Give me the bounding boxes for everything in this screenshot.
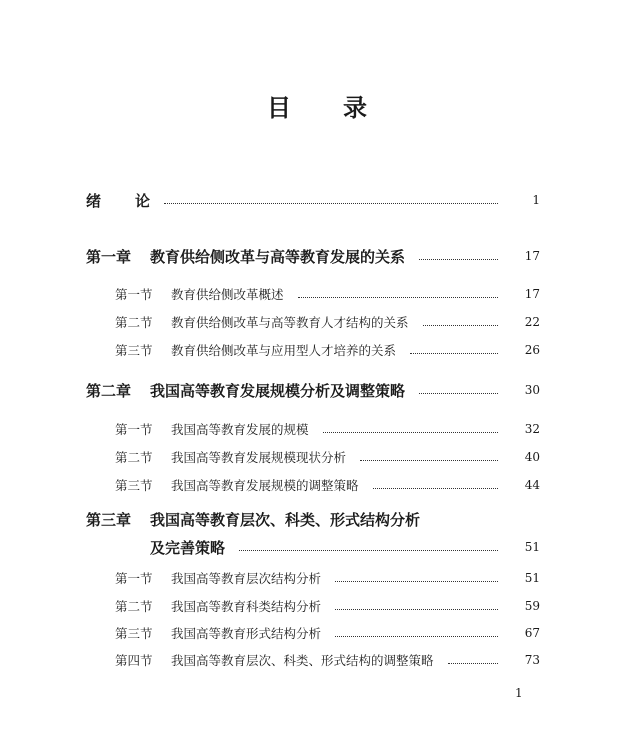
dot-leader xyxy=(335,635,498,637)
dot-leader xyxy=(323,431,498,433)
toc-entry-section[interactable] xyxy=(0,567,634,589)
dot-leader xyxy=(335,580,498,582)
toc-entry-chapter-3-cont[interactable] xyxy=(0,536,634,558)
toc-entry-page: 40 xyxy=(524,450,540,464)
toc-entry-section[interactable] xyxy=(0,649,634,671)
dot-leader xyxy=(419,392,498,394)
toc-entry-page: 51 xyxy=(524,571,540,585)
toc-entry-title: 教育供给侧改革与高等教育发展的关系 xyxy=(150,247,406,266)
dot-leader xyxy=(373,487,498,489)
toc-entry-title: 教育供给侧改革与高等教育人才结构的关系 xyxy=(171,315,409,330)
toc-entry-chapter-2[interactable] xyxy=(0,379,634,401)
toc-entry-page: 51 xyxy=(524,540,540,554)
toc-entry-page: 17 xyxy=(524,249,540,263)
toc-entry-number: 第一节 xyxy=(115,571,153,586)
toc-entry-page: 30 xyxy=(524,383,540,397)
toc-entry-title: 我国高等教育层次结构分析 xyxy=(171,571,322,586)
toc-entry-number: 第三节 xyxy=(115,343,153,358)
page-number: 1 xyxy=(515,686,523,700)
dot-leader xyxy=(448,662,498,664)
toc-entry-section[interactable] xyxy=(0,418,634,440)
dot-leader xyxy=(239,549,498,551)
toc-entry-section[interactable] xyxy=(0,474,634,496)
dot-leader xyxy=(423,324,498,326)
toc-entry-number: 第三节 xyxy=(115,626,153,641)
toc-entry-page: 73 xyxy=(524,653,540,667)
dot-leader xyxy=(164,202,498,204)
toc-entry-title: 我国高等教育形式结构分析 xyxy=(171,626,322,641)
toc-entry-page: 17 xyxy=(524,287,540,301)
page-title: 目录 xyxy=(267,93,419,122)
toc-entry-chapter-3[interactable] xyxy=(0,508,634,530)
toc-entry-number: 第二节 xyxy=(115,315,153,330)
toc-entry-intro[interactable] xyxy=(0,189,634,211)
toc-entry-title-cont: 及完善策略 xyxy=(150,538,226,557)
dot-leader xyxy=(410,352,498,354)
toc-entry-number: 第一节 xyxy=(115,422,153,437)
toc-entry-title: 我国高等教育发展规模的调整策略 xyxy=(171,478,359,493)
toc-entry-section[interactable] xyxy=(0,311,634,333)
toc-entry-title: 教育供给侧改革与应用型人才培养的关系 xyxy=(171,343,397,358)
dot-leader xyxy=(335,608,498,610)
toc-entry-title: 我国高等教育科类结构分析 xyxy=(171,599,322,614)
toc-entry-number: 第一章 xyxy=(86,247,132,266)
toc-entry-title: 我国高等教育发展规模分析及调整策略 xyxy=(150,381,406,400)
toc-entry-page: 32 xyxy=(524,422,540,436)
dot-leader xyxy=(419,258,498,260)
toc-entry-number: 第四节 xyxy=(115,653,153,668)
toc-entry-title: 绪论 xyxy=(86,191,185,210)
toc-entry-section[interactable] xyxy=(0,339,634,361)
dot-leader xyxy=(360,459,498,461)
toc-entry-page: 59 xyxy=(524,599,540,613)
toc-entry-section[interactable] xyxy=(0,283,634,305)
toc-entry-title: 我国高等教育发展的规模 xyxy=(171,422,309,437)
toc-entry-number: 第二节 xyxy=(115,599,153,614)
toc-entry-section[interactable] xyxy=(0,622,634,644)
toc-entry-title: 我国高等教育层次、科类、形式结构的调整策略 xyxy=(171,653,434,668)
toc-entry-number: 第二节 xyxy=(115,450,153,465)
toc-entry-number: 第二章 xyxy=(86,381,132,400)
toc-entry-title: 教育供给侧改革概述 xyxy=(171,287,284,302)
toc-entry-page: 1 xyxy=(532,193,540,207)
toc-entry-number: 第三章 xyxy=(86,510,132,529)
toc-entry-number: 第一节 xyxy=(115,287,153,302)
toc-entry-section[interactable] xyxy=(0,446,634,468)
toc-entry-number: 第三节 xyxy=(115,478,153,493)
toc-entry-title: 我国高等教育发展规模现状分析 xyxy=(171,450,347,465)
dot-leader xyxy=(298,296,498,298)
toc-entry-page: 44 xyxy=(524,478,540,492)
toc-entry-section[interactable] xyxy=(0,595,634,617)
toc-entry-page: 22 xyxy=(524,315,540,329)
toc-entry-page: 26 xyxy=(524,343,540,357)
toc-entry-title: 我国高等教育层次、科类、形式结构分析 xyxy=(150,510,421,529)
toc-entry-chapter-1[interactable] xyxy=(0,245,634,267)
toc-entry-page: 67 xyxy=(524,626,540,640)
